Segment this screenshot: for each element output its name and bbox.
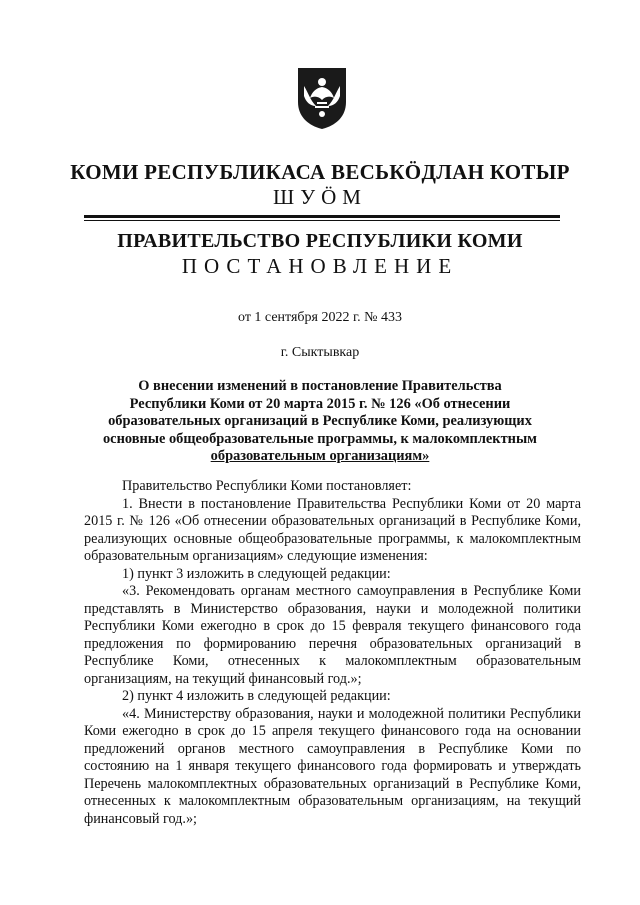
paragraph-subitem-1: 1) пункт 3 изложить в следующей редакции:: [122, 565, 391, 582]
document-city: г. Сыктывкар: [280, 345, 360, 360]
coat-of-arms-icon: [296, 66, 348, 130]
paragraph-intro: Правительство Республики Коми постановляет:: [122, 478, 412, 494]
title-line: образовательных организаций в Республике Коми, реализующих: [108, 413, 532, 429]
title-line: основные общеобразовательные программы, к малокомплектным: [102, 430, 537, 447]
paragraph-quote-4: «4. Министерству образования, науки и молодежной политики Республики Коми ежегодно в срок до 15 апреля текущего финансового года на основании предложений органов местного самоуправления в Республике Коми по состоянию на 1 января текущего финансового года формировать и утверждать Перечень малокомплектных образовательных организаций в Республике Коми, отнесенных к малокомплектным образовательным организациям, на текущий финансовый год.»;: [84, 705, 581, 827]
paragraph-quote-3: «3. Рекомендовать органам местного самоуправления в Республике Коми представлять в Министерство образования, науки и молодежной политики Республики Коми ежегодно в срок до 15 февраля текущего финансового года предложения по формированию перечня образовательных организаций в Республике Коми, отнесенных к малокомплектным образовательным организациям, на текущий финансовый год.»;: [84, 583, 581, 687]
paragraph-item-1: 1. Внести в постановление Правительства Республики Коми от 20 марта 2015 г. № 126 «Об отнесении образовательных организаций в Республике Коми, реализующих основные общеобразовательные программы, к малокомплектным образовательным организациям» следующие изменения:: [84, 495, 581, 564]
paragraph-subitem-2: 2) пункт 4 изложить в следующей редакции:: [122, 688, 391, 704]
title-line: образовательным организациям»: [210, 448, 430, 464]
document-title: [90, 378, 550, 466]
document-date: от 1 сентября 2022 г. № 433: [238, 310, 402, 325]
document-type: ПОСТАНОВЛЕНИЕ: [181, 254, 459, 278]
document-body: [84, 478, 581, 828]
komi-subtitle: ШУÖМ: [273, 185, 367, 209]
title-line: Республики Коми от 20 марта 2015 г. № 126 «Об отнесении: [129, 395, 511, 412]
header-divider-thin: [84, 220, 560, 221]
header-divider-thick: [84, 215, 560, 218]
government-title: ПРАВИТЕЛЬСТВО РЕСПУБЛИКИ КОМИ: [117, 230, 523, 252]
title-line: О внесении изменений в постановление Правительства: [138, 378, 502, 394]
komi-title: КОМИ РЕСПУБЛИКАСА ВЕСЬКÖДЛАН КОТЫР: [70, 160, 570, 184]
